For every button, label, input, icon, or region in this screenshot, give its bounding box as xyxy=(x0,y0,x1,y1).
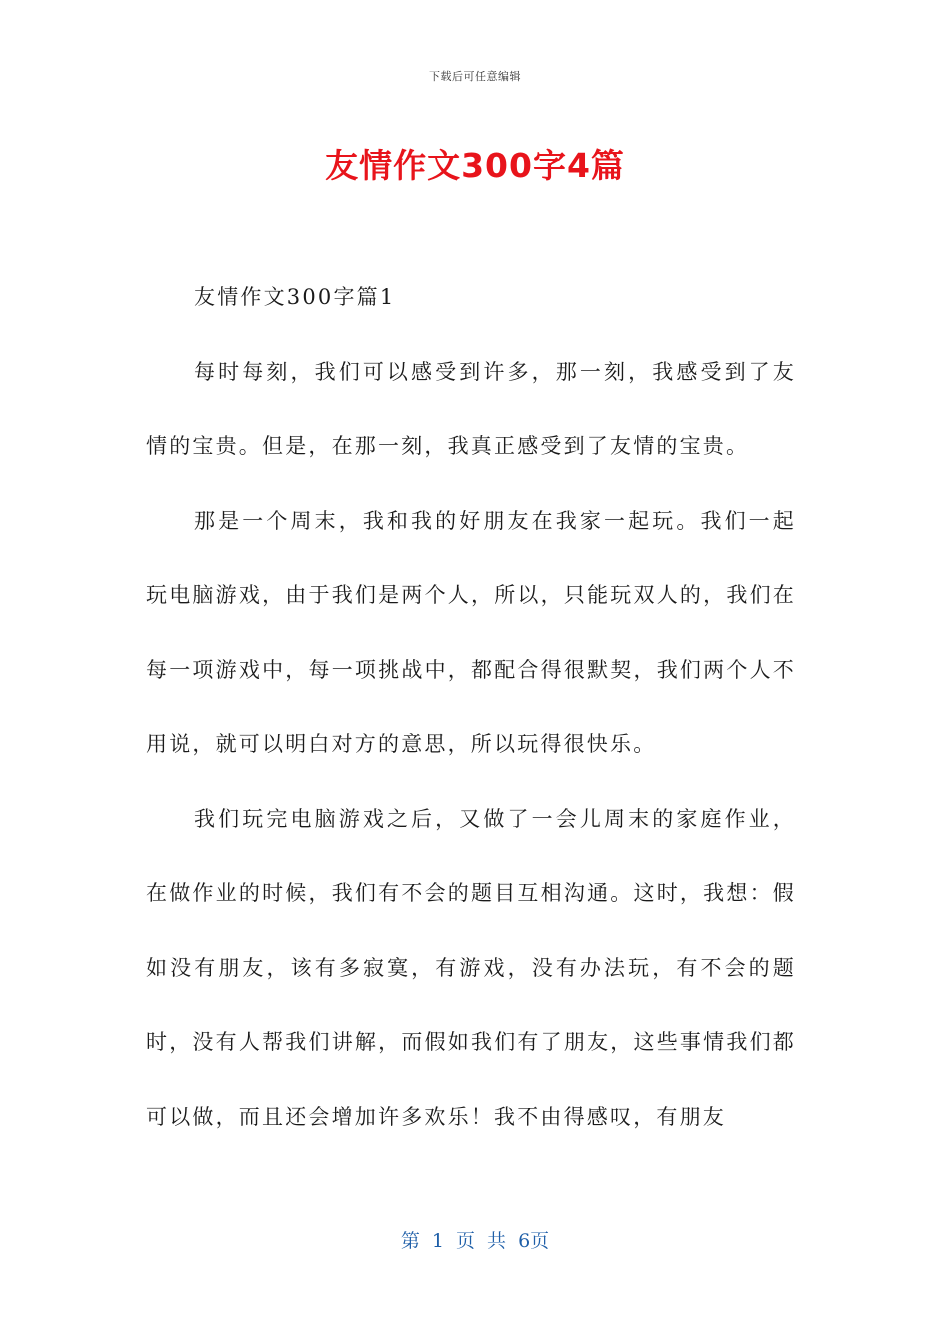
paragraph: 每时每刻，我们可以感受到许多，那一刻，我感受到了友情的宝贵。但是，在那一刻，我真正感受到了友情的宝贵。 xyxy=(146,359,796,458)
document-title: 友情作文300字4篇 xyxy=(325,146,625,185)
document-body xyxy=(146,260,796,1129)
paragraph: 那是一个周末，我和我的好朋友在我家一起玩。我们一起玩电脑游戏，由于我们是两个人，所以，只能玩双人的，我们在每一项游戏中，每一项挑战中，都配合得很默契，我们两个人不用说，就可以明白对方的意思，所以玩得很快乐。 xyxy=(146,508,796,756)
header-note: 下载后可任意编辑 xyxy=(429,70,521,83)
section-heading: 友情作文300字篇1 xyxy=(194,285,396,309)
page-indicator: 第 1 页 共 6页 xyxy=(400,1230,550,1252)
paragraph: 我们玩完电脑游戏之后，又做了一会儿周末的家庭作业，在做作业的时候，我们有不会的题目互相沟通。这时，我想：假如没有朋友，该有多寂寞，有游戏，没有办法玩，有不会的题时，没有人帮我们讲解，而假如我们有了朋友，这些事情我们都可以做，而且还会增加许多欢乐！我不由得感叹，有朋友 xyxy=(146,806,796,1129)
